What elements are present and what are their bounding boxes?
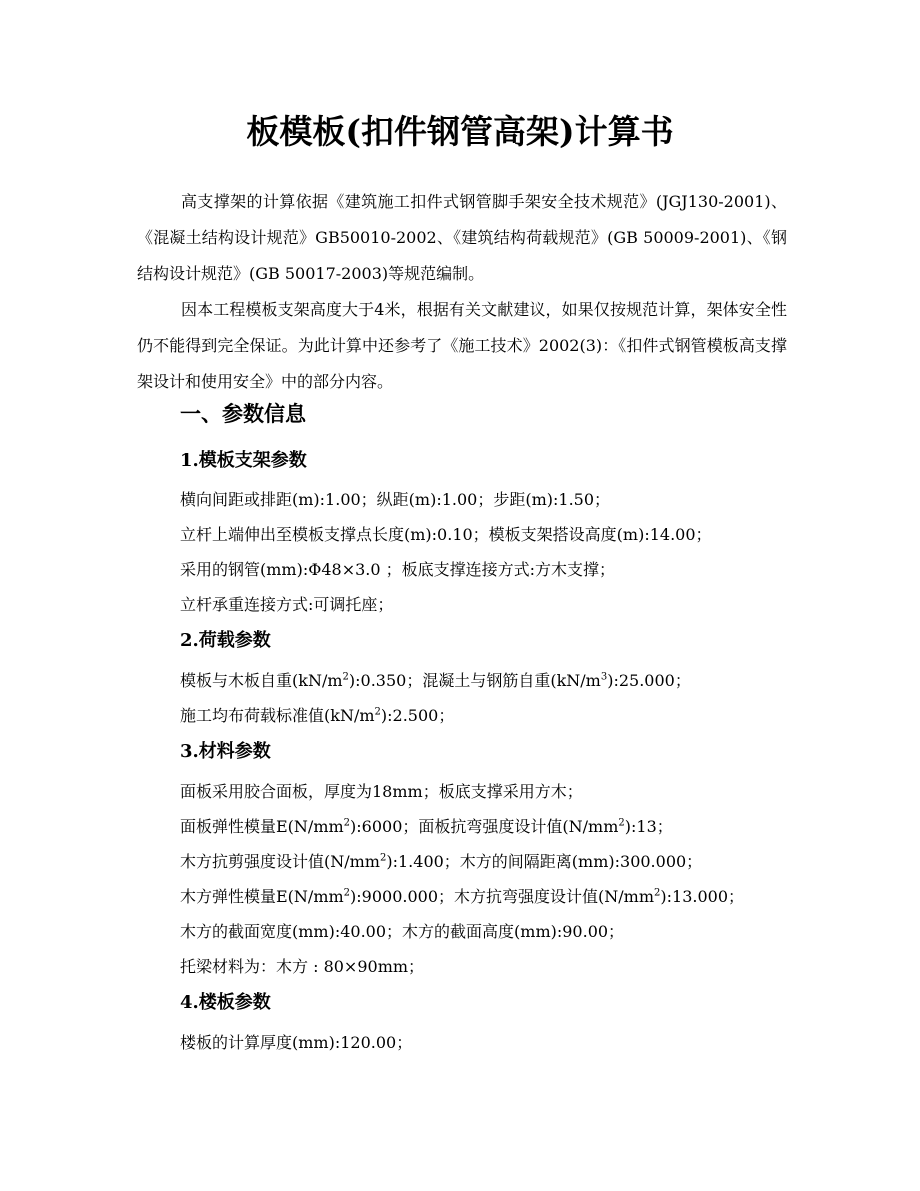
load-param-line-2: 施工均布荷载标准值$(kN/m^2):2.500$； [180,706,455,725]
material-param-line-2: 面板弹性模量$E(N/mm^2):6000$；面板抗弯强度设计值$(N/mm^2):13$； [180,817,673,836]
support-param-line-4: 立杆承重连接方式:可调托座； [180,595,394,614]
material-param-line-6: 托梁材料为：木方 : 80×90mm； [180,957,425,976]
subsection-material-heading: 3.材料参数 [180,741,271,762]
slab-param-line-1: 楼板的计算厚度(mm):120.00； [180,1033,413,1052]
material-param-line-3: 木方抗剪强度设计值$(N/mm^2):1.400$；木方的间隔距离(mm):300.000； [180,852,703,871]
subsection-load-heading: 2.荷载参数 [180,630,271,651]
intro-block [137,184,787,400]
support-param-line-1: 横向间距或排距(m):1.00；纵距(m):1.00；步距(m):1.50； [180,490,611,509]
subsection-formwork-support-heading: 1.模板支架参数 [180,450,307,471]
material-param-line-1: 面板采用胶合面板，厚度为18mm；板底支撑采用方木； [180,782,583,801]
material-param-line-4: 木方弹性模量$E(N/mm^2):9000.000$；木方抗弯强度设计值$(N/mm^2):13.000$； [180,887,745,906]
intro-paragraph-2: 因本工程模板支架高度大于4米，根据有关文献建议，如果仅按规范计算，架体安全性仍不能得到完全保证。为此计算中还参考了《施工技术》2002(3)：《扣件式钢管模板高支撑架设计和使用安全》中的部分内容。 [137,300,787,391]
support-param-line-3: 采用的钢管(mm):Φ48×3.0 ；板底支撑连接方式:方木支撑； [180,560,616,579]
subsection-slab-heading: 4.楼板参数 [180,992,271,1013]
intro-paragraph-1: 高支撑架的计算依据《建筑施工扣件式钢管脚手架安全技术规范》(JGJ130-2001)、《混凝土结构设计规范》GB50010-2002、《建筑结构荷载规范》(GB 50009-2001)、《钢结构设计规范》(GB 50017-2003)等规范编制。 [137,192,787,283]
document-title: 板模板(扣件钢管高架)计算书 [246,112,674,151]
section-parameters-heading: 一、参数信息 [180,401,306,426]
support-param-line-2: 立杆上端伸出至模板支撑点长度(m):0.10；模板支架搭设高度(m):14.00； [180,525,712,544]
load-param-line-1: 模板与木板自重$(kN/m^2):0.350$；混凝土与钢筋自重$(kN/m^3):25.000$； [180,671,691,690]
material-param-line-5: 木方的截面宽度(mm):40.00；木方的截面高度(mm):90.00； [180,922,625,941]
